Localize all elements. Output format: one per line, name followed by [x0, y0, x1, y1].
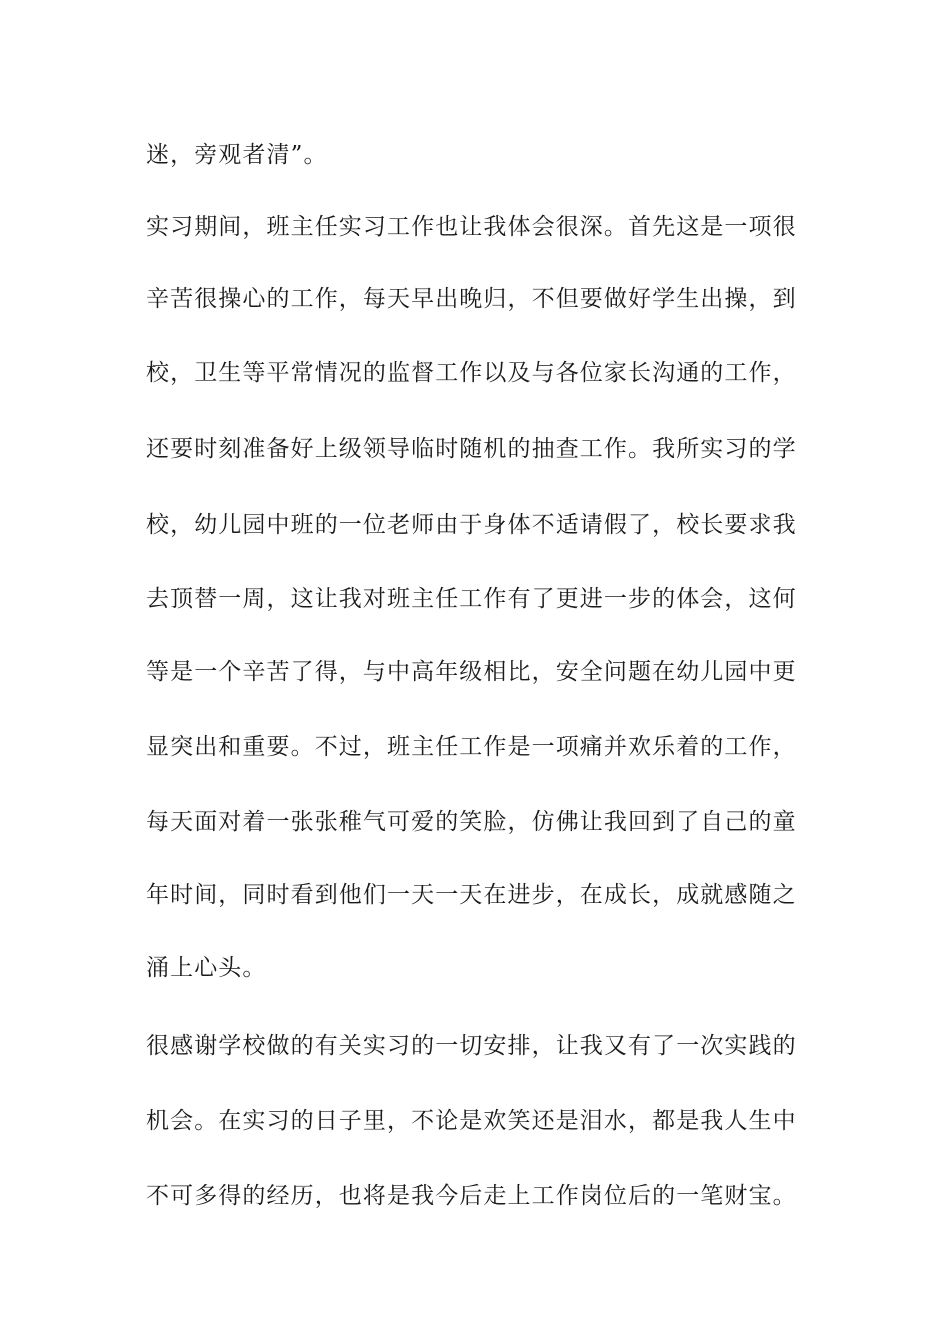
text-line-1: 迷，旁观者清”。	[146, 142, 328, 168]
text-line-6: 校，幼儿园中班的一位老师由于身体不适请假了，校长要求我	[146, 512, 797, 538]
text-line-9: 显突出和重要。不过，班主任工作是一项痛并欢乐着的工作，	[146, 734, 797, 760]
text-line-14: 机会。在实习的日子里，不论是欢笑还是泪水，都是我人生中	[146, 1108, 797, 1134]
text-line-4: 校，卫生等平常情况的监督工作以及与各位家长沟通的工作，	[146, 360, 797, 386]
text-line-13: 很感谢学校做的有关实习的一切安排，让我又有了一次实践的	[146, 1033, 797, 1059]
text-line-3: 辛苦很操心的工作，每天早出晚归，不但要做好学生出操，到	[146, 286, 797, 312]
text-line-7: 去顶替一周，这让我对班主任工作有了更进一步的体会，这何	[146, 586, 797, 612]
text-line-8: 等是一个辛苦了得，与中高年级相比，安全问题在幼儿园中更	[146, 659, 797, 685]
text-line-10: 每天面对着一张张稚气可爱的笑脸，仿佛让我回到了自己的童	[146, 809, 797, 835]
text-line-12: 涌上心头。	[146, 955, 267, 981]
text-line-2: 实习期间，班主任实习工作也让我体会很深。首先这是一项很	[146, 214, 797, 240]
text-line-11: 年时间，同时看到他们一天一天在进步，在成长，成就感随之	[146, 882, 797, 908]
text-line-15: 不可多得的经历，也将是我今后走上工作岗位后的一笔财宝。	[146, 1183, 797, 1209]
text-line-5: 还要时刻准备好上级领导临时随机的抽查工作。我所实习的学	[146, 436, 797, 462]
